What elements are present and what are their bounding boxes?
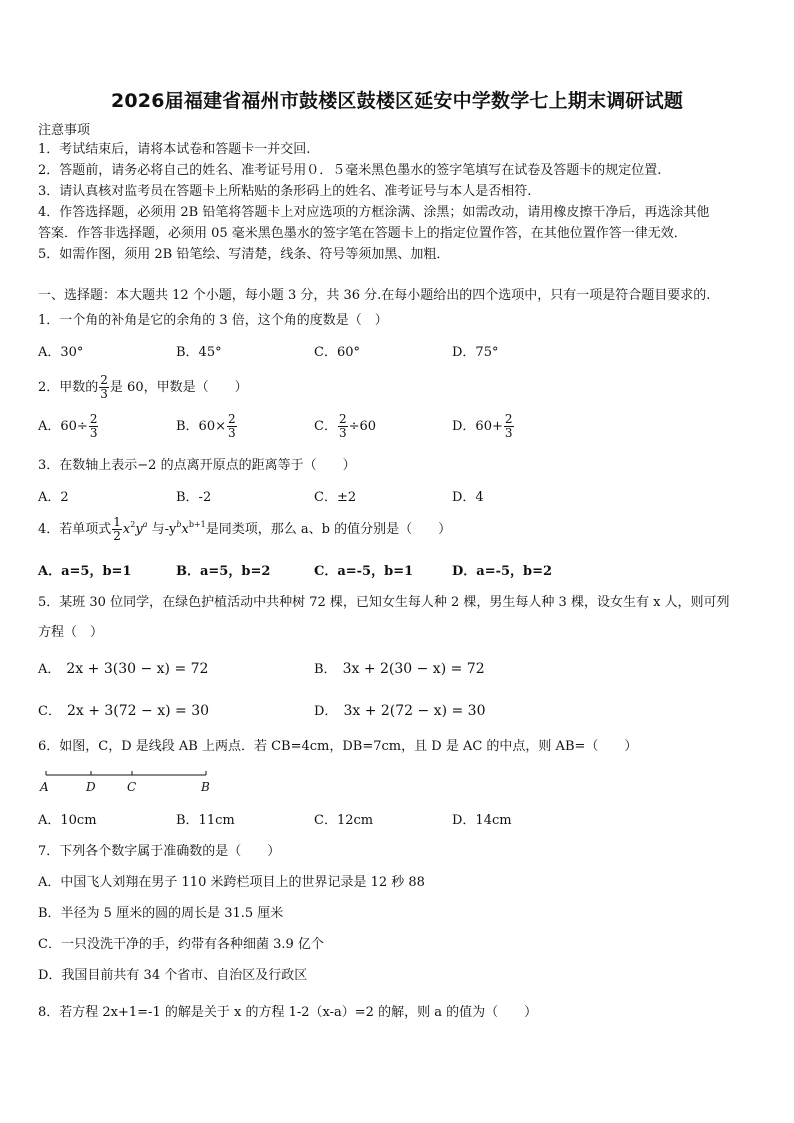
point-label-b: B [201,780,210,794]
point-label-a: A [40,780,49,794]
q4-option-a: A．a=5，b=1 [38,564,132,579]
q2-option-b: B．60× $\frac{2}{3}$ [176,412,236,440]
notice-item: 4．作答选择题，必须用 2B 铅笔将答题卡上对应选项的方框涂满、涂黑；如需改动，请用橡皮擦干净后，再选涂其他 [38,205,710,220]
notice-item: 答案．作答非选择题，必须用 05 毫米黑色墨水的签字笔在答题卡上的指定位置作答，在其他位置作答一律无效． [38,226,687,241]
question-6-stem: 6．如图，C，D 是线段 AB 上两点．若 CB=4cm，DB=7cm，且 D 是 AC 的中点，则 AB=（ ） [38,739,638,754]
q7-option-b: B．半径为 5 厘米的圆的周长是 31.5 厘米 [38,906,284,921]
section-heading: 一、选择题：本大题共 12 个小题，每小题 3 分，共 36 分.在每小题给出的四个选项中，只有一项是符合题目要求的. [38,288,711,303]
notice-item: 2．答题前，请务必将自己的姓名、准考证号用０．５毫米黑色墨水的签字笔填写在试卷及答题卡的规定位置. [38,163,662,178]
q2-fraction: $\frac{2}{3}$ [100,373,108,401]
q4-option-d: D．a=-5，b=2 [452,564,553,579]
q4-option-b: B．a=5，b=2 [176,564,271,579]
q2-stem-suffix: 是 60，甲数是（ ） [109,380,248,395]
q5-option-a: A． 2x + 3(30 − x) = 72 [38,661,209,677]
q7-option-c: C．一只没洗干净的手，约带有各种细菌 3.9 亿个 [38,937,324,952]
q6-option-b: B．11cm [176,813,235,828]
q7-option-a: A．中国飞人刘翔在男子 110 米跨栏项目上的世界记录是 12 秒 88 [38,875,425,890]
q6-option-c: C．12cm [314,813,374,828]
q3-option-a: A．2 [38,490,69,505]
question-5-stem-line1: 5．某班 30 位同学，在绿色护植活动中共种树 72 棵，已知女生每人种 2 棵，男生每人种 3 棵，设女生有 x 人，则可列 [38,595,730,610]
question-5-stem-line2: 方程（ ） [38,625,104,640]
question-3-stem: 3．在数轴上表示−2 的点离开原点的距离等于（ ） [38,458,356,473]
notice-item: 1．考试结束后，请将本试卷和答题卡一并交回. [38,142,311,157]
q1-option-c: C．60° [314,345,360,360]
notice-item: 3．请认真核对监考员在答题卡上所粘贴的条形码上的姓名、准考证号与本人是否相符. [38,184,532,199]
notice-heading: 注意事项 [38,123,91,138]
q3-option-c: C．±2 [314,490,357,505]
q2-stem-prefix: 2．甲数的 [38,380,99,395]
point-label-d: D [86,780,96,794]
line-segment-diagram [38,766,218,796]
q5-option-b: B． 3x + 2(30 − x) = 72 [314,661,485,677]
point-label-c: C [127,780,137,794]
question-2-stem [38,374,248,401]
page-title: 2026届福建省福州市鼓楼区鼓楼区延安中学数学七上期末调研试题 [110,90,684,112]
notice-item: 5．如需作图，须用 2B 铅笔绘、写清楚，线条、符号等须加黑、加粗． [38,247,450,262]
q2-option-d: D．60+ $\frac{2}{3}$ [452,412,513,440]
question-4-stem: 4．若单项式 $\frac{1}{2}$ $x^2y^a$ 与$-y^bx^{b+1}$是同类项，那么 a、b 的值分别是（ ） [38,515,452,543]
q2-option-a: A．60÷ $\frac{2}{3}$ [38,412,98,440]
q3-option-b: B．-2 [176,490,212,505]
q5-option-c: C． 2x + 3(72 − x) = 30 [38,703,210,719]
q7-option-d: D．我国目前共有 34 个省市、自治区及行政区 [38,968,308,983]
q2-option-c: C． $\frac{2}{3}$ ÷60 [314,412,377,440]
q1-option-b: B．45° [176,345,222,360]
q3-option-d: D．4 [452,490,484,505]
question-8-stem: 8．若方程 2x+1=-1 的解是关于 x 的方程 1-2（x-a）=2 的解，则 a 的值为（ ） [38,1005,538,1020]
q5-option-d: D． 3x + 2(72 − x) = 30 [314,703,486,719]
q6-option-d: D．14cm [452,813,512,828]
q6-option-a: A．10cm [38,813,97,828]
question-1-stem: 1．一个角的补角是它的余角的 3 倍，这个角的度数是（ ） [38,313,388,328]
q1-option-d: D．75° [452,345,499,360]
question-7-stem: 7．下列各个数字属于准确数的是（ ） [38,844,281,859]
q1-option-a: A．30° [38,345,84,360]
q4-fraction: $\frac{1}{2}$ [113,515,121,543]
q4-option-c: C．a=-5，b=1 [314,564,414,579]
